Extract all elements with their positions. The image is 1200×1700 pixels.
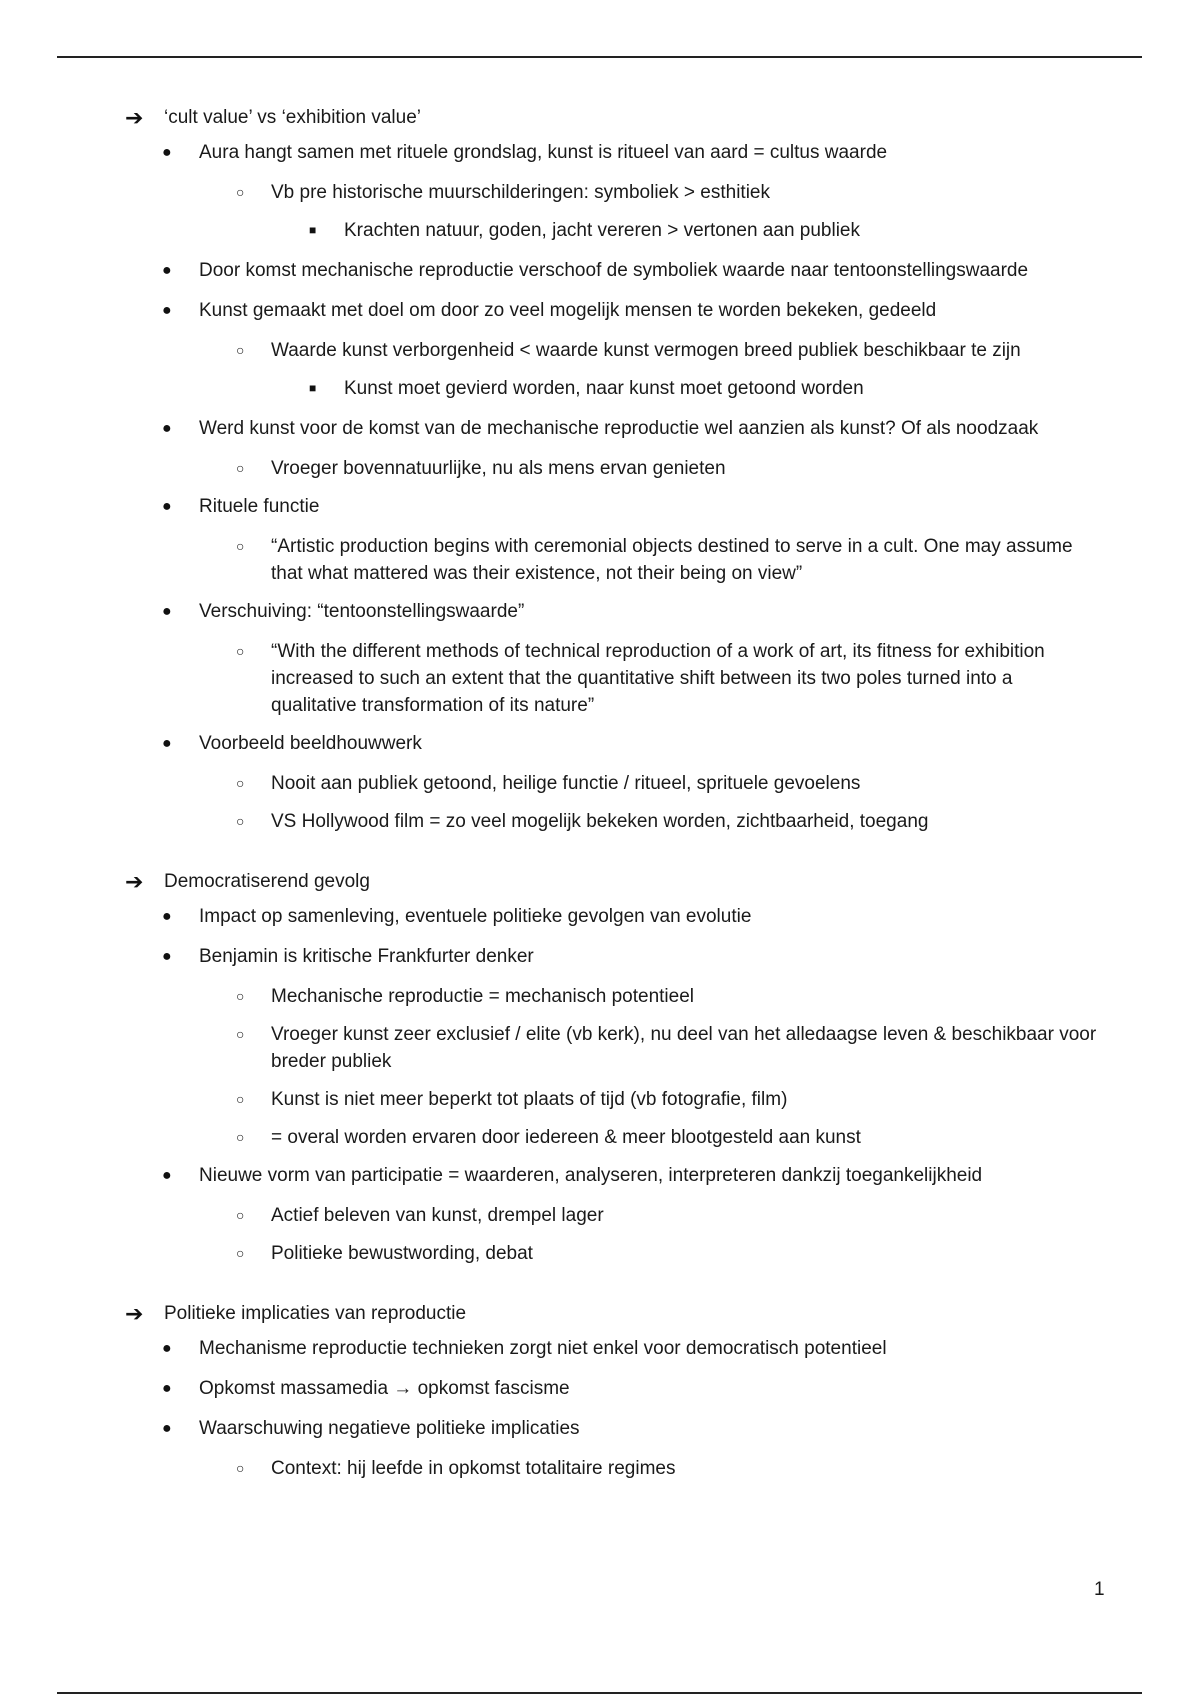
list-item-level-2-text: “Artistic production begins with ceremonial objects destined to serve in a cult. One may assume that what mattered was their existence, not their being on view”: [271, 536, 1073, 584]
list-item-level-3-text: Krachten natuur, goden, jacht vereren > vertonen aan publiek: [344, 220, 860, 241]
list-item-level-1-text: Opkomst massamedia → opkomst fascisme: [199, 1378, 570, 1399]
circle-bullet-icon: ○: [236, 1460, 245, 1476]
section-heading-text: Democratiserend gevolg: [164, 871, 370, 892]
list-item-level-1-text: Werd kunst voor de komst van de mechanische reproductie wel aanzien als kunst? Of als noodzaak: [199, 418, 1039, 439]
circle-bullet-icon: ○: [236, 184, 245, 200]
list-item-level-2-text: Context: hij leefde in opkomst totalitaire regimes: [271, 1458, 676, 1479]
list-item-level-2-text: VS Hollywood film = zo veel mogelijk bekeken worden, zichtbaarheid, toegang: [271, 811, 929, 832]
circle-bullet-icon: ○: [236, 988, 245, 1004]
bullet-icon: ●: [162, 144, 172, 161]
section-heading-text: ‘cult value’ vs ‘exhibition value’: [164, 107, 421, 128]
bullet-icon: ●: [162, 498, 172, 515]
header-rule: [57, 56, 1142, 58]
bullet-icon: ●: [162, 603, 172, 620]
list-item-level-1: [0, 903, 1200, 930]
list-item-level-3: [0, 375, 1200, 402]
list-item-level-2: [0, 770, 1101, 797]
arrow-icon: ➔: [125, 105, 144, 130]
list-item-level-1: [0, 1162, 1200, 1189]
notes-content: [0, 104, 1200, 1515]
section-heading: [0, 104, 1200, 131]
list-item-level-2-text: Politieke bewustwording, debat: [271, 1243, 533, 1264]
list-item-level-1-text: Waarschuwing negatieve politieke implicaties: [199, 1418, 580, 1439]
footer-rule: [57, 1692, 1142, 1694]
bullet-icon: ●: [162, 735, 172, 752]
section-heading: [0, 868, 1200, 895]
list-item-level-2: [0, 1202, 1101, 1229]
list-item-level-2-text: Waarde kunst verborgenheid < waarde kunst vermogen breed publiek beschikbaar te zijn: [271, 340, 1021, 361]
circle-bullet-icon: ○: [236, 1207, 245, 1223]
bullet-icon: ●: [162, 1167, 172, 1184]
list-item-level-2-text: = overal worden ervaren door iedereen & meer blootgesteld aan kunst: [271, 1127, 861, 1148]
bullet-icon: ●: [162, 1340, 172, 1357]
arrow-icon: ➔: [125, 869, 144, 894]
list-item-level-1: [0, 297, 1200, 324]
list-item-level-1-text: Nieuwe vorm van participatie = waarderen, analyseren, interpreteren dankzij toegankelijkheid: [199, 1165, 983, 1186]
list-item-level-2: [0, 1240, 1101, 1267]
list-item-level-1-text: Verschuiving: “tentoonstellingswaarde”: [199, 601, 525, 622]
list-item-level-2-text: “With the different methods of technical reproduction of a work of art, its fitness for exhibition increased to such an extent that the quantitative shift between its two poles turned into a qualitative transformation of its nature”: [271, 641, 1045, 716]
section: [0, 104, 1200, 835]
list-item-level-1: [0, 493, 1200, 520]
page-number: 1: [1094, 1579, 1105, 1600]
list-item-level-2: [0, 638, 1101, 719]
list-item-level-2: [0, 533, 1101, 587]
list-item-level-1-text: Door komst mechanische reproductie verschoof de symboliek waarde naar tentoonstellingswaarde: [199, 260, 1029, 281]
square-bullet-icon: ■: [309, 223, 317, 237]
list-item-level-3: [0, 217, 1200, 244]
circle-bullet-icon: ○: [236, 813, 245, 829]
list-item-level-2: [0, 808, 1101, 835]
section-heading: [0, 1300, 1200, 1327]
list-item-level-2: [0, 179, 1101, 206]
list-item-level-2: [0, 1124, 1101, 1151]
bullet-icon: ●: [162, 302, 172, 319]
list-item-level-2: [0, 983, 1101, 1010]
list-item-level-1-text: Kunst gemaakt met doel om door zo veel mogelijk mensen te worden bekeken, gedeeld: [199, 300, 937, 321]
list-item-level-1: [0, 598, 1200, 625]
circle-bullet-icon: ○: [236, 1245, 245, 1261]
circle-bullet-icon: ○: [236, 342, 245, 358]
circle-bullet-icon: ○: [236, 1129, 245, 1145]
list-item-level-2-text: Vroeger bovennatuurlijke, nu als mens ervan genieten: [271, 458, 726, 479]
list-item-level-1: [0, 257, 1200, 284]
list-item-level-1-text: Voorbeeld beeldhouwwerk: [199, 733, 422, 754]
circle-bullet-icon: ○: [236, 643, 245, 659]
list-item-level-1: [0, 1415, 1200, 1442]
bullet-icon: ●: [162, 1420, 172, 1437]
section: [0, 1300, 1200, 1482]
list-item-level-2: [0, 1455, 1101, 1482]
list-item-level-1: [0, 139, 1200, 166]
bullet-icon: ●: [162, 420, 172, 437]
list-item-level-1-text: Benjamin is kritische Frankfurter denker: [199, 946, 534, 967]
list-item-level-1-text: Mechanisme reproductie technieken zorgt niet enkel voor democratisch potentieel: [199, 1338, 887, 1359]
circle-bullet-icon: ○: [236, 538, 245, 554]
circle-bullet-icon: ○: [236, 460, 245, 476]
list-item-level-2-text: Actief beleven van kunst, drempel lager: [271, 1205, 604, 1226]
list-item-level-1: [0, 415, 1200, 442]
section: [0, 868, 1200, 1267]
bullet-icon: ●: [162, 948, 172, 965]
list-item-level-2-text: Mechanische reproductie = mechanisch potentieel: [271, 986, 695, 1007]
list-item-level-1: [0, 1375, 1200, 1402]
list-item-level-3-text: Kunst moet gevierd worden, naar kunst moet getoond worden: [344, 378, 864, 399]
list-item-level-1-text: Aura hangt samen met rituele grondslag, kunst is ritueel van aard = cultus waarde: [199, 142, 888, 163]
list-item-level-1-text: Rituele functie: [199, 496, 320, 517]
bullet-icon: ●: [162, 1380, 172, 1397]
arrow-icon: ➔: [125, 1301, 144, 1326]
list-item-level-2-text: Kunst is niet meer beperkt tot plaats of tijd (vb fotografie, film): [271, 1089, 788, 1110]
bullet-icon: ●: [162, 908, 172, 925]
circle-bullet-icon: ○: [236, 1026, 245, 1042]
list-item-level-2-text: Vroeger kunst zeer exclusief / elite (vb kerk), nu deel van het alledaagse leven & beschikbaar voor breder publiek: [271, 1024, 1097, 1072]
bullet-icon: ●: [162, 262, 172, 279]
list-item-level-1: [0, 1335, 1200, 1362]
list-item-level-2-text: Nooit aan publiek getoond, heilige functie / ritueel, sprituele gevoelens: [271, 773, 861, 794]
circle-bullet-icon: ○: [236, 1091, 245, 1107]
list-item-level-2: [0, 455, 1101, 482]
list-item-level-2: [0, 1021, 1101, 1075]
circle-bullet-icon: ○: [236, 775, 245, 791]
list-item-level-1-text: Impact op samenleving, eventuele politieke gevolgen van evolutie: [199, 906, 752, 927]
section-heading-text: Politieke implicaties van reproductie: [164, 1303, 467, 1324]
list-item-level-1: [0, 730, 1200, 757]
list-item-level-2: [0, 337, 1101, 364]
list-item-level-2-text: Vb pre historische muurschilderingen: symboliek > esthitiek: [271, 182, 770, 203]
list-item-level-2: [0, 1086, 1101, 1113]
list-item-level-1: [0, 943, 1200, 970]
square-bullet-icon: ■: [309, 381, 317, 395]
